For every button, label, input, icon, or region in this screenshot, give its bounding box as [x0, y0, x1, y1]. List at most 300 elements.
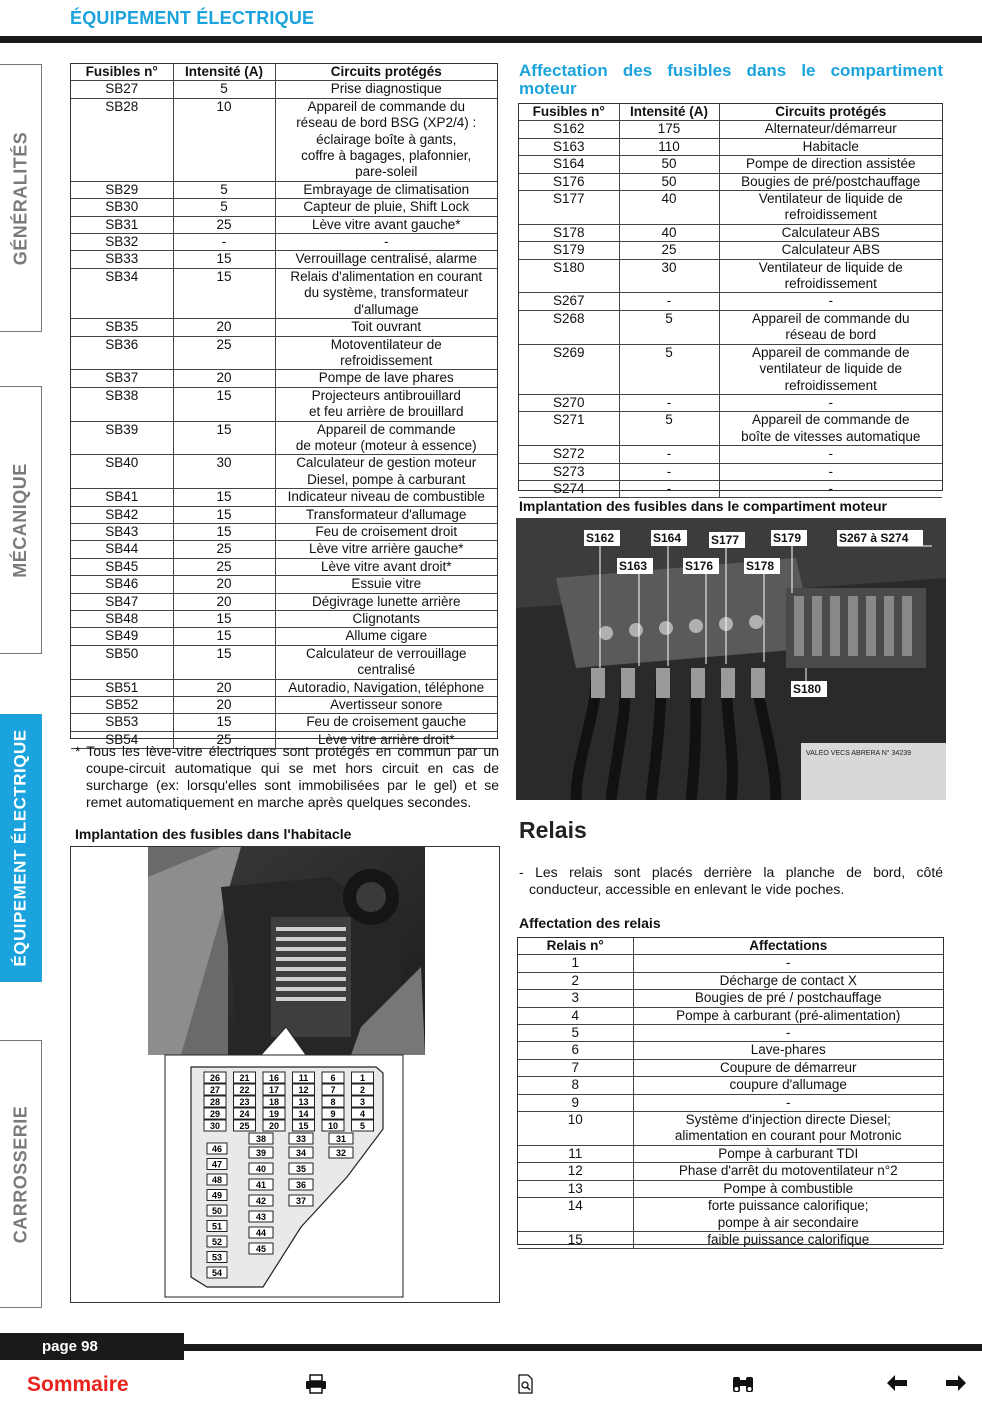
table-cell: 5	[619, 412, 719, 446]
table-row	[71, 576, 497, 593]
tab-equipement-electrique[interactable]: ÉQUIPEMENT ÉLECTRIQUE	[0, 714, 42, 982]
table-row	[518, 1145, 943, 1162]
relay-label: 32	[335, 1148, 347, 1158]
table-cell: SB54	[71, 731, 173, 748]
table-cell: Prise diagnostique	[275, 81, 497, 98]
table-row	[71, 251, 497, 268]
table-cell: Ventilateur de liquide de refroidissement	[719, 191, 942, 225]
table-cell: SB53	[71, 714, 173, 731]
table-row	[519, 446, 942, 463]
table-cell: Lève vitre arrière droit*	[275, 731, 497, 748]
relay-label: 41	[255, 1180, 267, 1190]
habitacle-fuse-table	[71, 64, 497, 749]
table-row	[518, 990, 943, 1007]
label-s164: S164	[653, 531, 682, 545]
table-cell: S273	[519, 463, 619, 480]
table-cell: 25	[173, 558, 275, 575]
table-row	[71, 455, 497, 489]
fuse-label: 13	[298, 1097, 309, 1107]
table-cell: SB28	[71, 98, 173, 181]
table-cell: 25	[173, 336, 275, 370]
fuse-label: 11	[298, 1073, 309, 1083]
table-row	[519, 191, 942, 225]
table-cell: -	[719, 394, 942, 411]
relay-label: 35	[295, 1164, 307, 1174]
table-cell: 14	[518, 1198, 633, 1232]
relay-label: 45	[255, 1244, 267, 1254]
table-row	[518, 972, 943, 989]
table-row	[519, 224, 942, 241]
table-cell: 20	[173, 593, 275, 610]
table-cell: Pompe de direction assistée	[719, 156, 942, 173]
col-header: Intensité (A)	[173, 64, 275, 81]
fuse-label: 25	[239, 1121, 250, 1131]
table-row	[71, 199, 497, 216]
table-row	[518, 1025, 943, 1042]
fuse-label: 27	[209, 1085, 221, 1095]
fuse-label: 5	[359, 1121, 366, 1131]
relay-label: 39	[255, 1148, 267, 1158]
table-cell: SB47	[71, 593, 173, 610]
fuse-label: 1	[359, 1073, 366, 1083]
fuse-label: 46	[211, 1144, 223, 1154]
table-cell: SB30	[71, 199, 173, 216]
table-row	[71, 319, 497, 336]
section-title: ÉQUIPEMENT ÉLECTRIQUE	[70, 8, 315, 28]
table-cell: SB27	[71, 81, 173, 98]
table-cell: 15	[173, 387, 275, 421]
table-cell: S178	[519, 224, 619, 241]
table-row	[71, 421, 497, 455]
table-cell: SB44	[71, 541, 173, 558]
table-cell: Appareil de commande de ventilateur de liquide de refroidissement	[719, 344, 942, 394]
relay-label: 36	[295, 1180, 307, 1190]
fuse-label: 53	[211, 1252, 223, 1263]
table-cell: SB39	[71, 421, 173, 455]
table-cell: -	[619, 463, 719, 480]
moteur-fuse-table	[519, 104, 942, 498]
table-row	[71, 234, 497, 251]
col-header: Circuits protégés	[275, 64, 497, 81]
table-cell: 15	[173, 714, 275, 731]
table-cell: SB40	[71, 455, 173, 489]
moteur-caption: Implantation des fusibles dans le compartiment moteur	[519, 498, 887, 514]
page-number: page 98	[0, 1333, 184, 1360]
col-header: Intensité (A)	[619, 104, 719, 121]
table-cell: Feu de croisement gauche	[275, 714, 497, 731]
table-cell: S272	[519, 446, 619, 463]
fuse-label: 26	[209, 1073, 221, 1083]
fuse-label: 50	[211, 1206, 223, 1216]
col-header: Relais n°	[518, 938, 633, 955]
table-cell: -	[719, 480, 942, 497]
table-cell: Lave-phares	[633, 1042, 943, 1059]
label-s178: S178	[746, 559, 775, 573]
table-cell: Coupure de démarreur	[633, 1059, 943, 1076]
table-cell: 40	[619, 191, 719, 225]
habitacle-caption: Implantation des fusibles dans l'habitacle	[75, 826, 352, 842]
table-cell: -	[633, 1025, 943, 1042]
table-cell: 110	[619, 138, 719, 155]
table-cell: Motoventilateur de refroidissement	[275, 336, 497, 370]
table-cell: Transformateur d'allumage	[275, 506, 497, 523]
table-cell: -	[173, 234, 275, 251]
table-cell: 20	[173, 697, 275, 714]
relay-label: 40	[255, 1164, 267, 1174]
fuse-label: 10	[327, 1121, 339, 1131]
table-cell: Essuie vitre	[275, 576, 497, 593]
table-cell: -	[719, 463, 942, 480]
table-cell: S163	[519, 138, 619, 155]
table-cell: -	[633, 1094, 943, 1111]
table-row	[519, 121, 942, 138]
table-cell: 25	[619, 242, 719, 259]
fuse-label: 30	[209, 1121, 221, 1131]
table-cell: Habitacle	[719, 138, 942, 155]
table-row	[71, 336, 497, 370]
table-cell: Pompe à combustible	[633, 1180, 943, 1197]
table-cell: 15	[518, 1231, 633, 1248]
table-row	[71, 98, 497, 181]
table-cell: -	[275, 234, 497, 251]
label-s163: S163	[619, 559, 648, 573]
fuse-label: 8	[330, 1097, 336, 1107]
table-cell: Appareil de commande de moteur (moteur à essence)	[275, 421, 497, 455]
label-s179: S179	[773, 531, 802, 545]
table-cell: Décharge de contact X	[633, 972, 943, 989]
table-row	[519, 293, 942, 310]
table-cell: 15	[173, 506, 275, 523]
table-cell: Lève vitre avant droit*	[275, 558, 497, 575]
fuse-label: 54	[211, 1268, 223, 1278]
table-cell: 7	[518, 1059, 633, 1076]
col-header: Fusibles n°	[519, 104, 619, 121]
label-s176: S176	[685, 559, 714, 573]
table-row	[71, 181, 497, 198]
fuse-label: 21	[239, 1073, 250, 1083]
table-cell: Calculateur de gestion moteur Diesel, pompe à carburant	[275, 455, 497, 489]
table-cell: 40	[619, 224, 719, 241]
table-cell: Lève vitre arrière gauche*	[275, 541, 497, 558]
table-row	[71, 645, 497, 679]
table-cell: 5	[619, 344, 719, 394]
table-cell: Capteur de pluie, Shift Lock	[275, 199, 497, 216]
table-cell: Feu de croisement droit	[275, 523, 497, 540]
fuse-label: 2	[359, 1085, 366, 1095]
table-cell: 30	[619, 259, 719, 293]
table-row	[71, 558, 497, 575]
table-row	[519, 394, 942, 411]
print-icon[interactable]	[305, 1374, 327, 1400]
table-row	[518, 1007, 943, 1024]
table-cell: Appareil de commande de boîte de vitesses automatique	[719, 412, 942, 446]
table-row	[71, 370, 497, 387]
table-cell: S267	[519, 293, 619, 310]
table-cell: 10	[518, 1112, 633, 1146]
fuse-label: 22	[239, 1085, 250, 1095]
table-cell: 30	[173, 455, 275, 489]
table-cell: 20	[173, 576, 275, 593]
table-cell: Bougies de pré / postchauffage	[633, 990, 943, 1007]
table-cell: S176	[519, 173, 619, 190]
fuse-label: 18	[268, 1097, 280, 1107]
table-cell: Calculateur de verrouillage centralisé	[275, 645, 497, 679]
fuse-label: 17	[268, 1085, 280, 1095]
table-cell: S274	[519, 480, 619, 497]
table-cell: S269	[519, 344, 619, 394]
table-cell: SB43	[71, 523, 173, 540]
habitacle-figure	[70, 846, 500, 1303]
table-cell: 12	[518, 1163, 633, 1180]
table-cell: SB51	[71, 679, 173, 696]
table-row	[519, 412, 942, 446]
table-cell: 20	[173, 370, 275, 387]
fuse-label: 49	[211, 1190, 223, 1201]
table-cell: S180	[519, 259, 619, 293]
table-cell: 15	[173, 523, 275, 540]
table-row	[519, 310, 942, 344]
fuse-label: 52	[211, 1237, 223, 1247]
table-cell: SB35	[71, 319, 173, 336]
table-cell: SB49	[71, 628, 173, 645]
habitacle-photo	[71, 847, 498, 1301]
fuse-label: 47	[211, 1159, 223, 1170]
col-header: Fusibles n°	[71, 64, 173, 81]
table-cell: Appareil de commande du réseau de bord BSG (XP2/4) : éclairage boîte à gants, coffre à bagages, plafonnier, pare-soleil	[275, 98, 497, 181]
table-cell: Phase d'arrêt du motoventilateur n°2	[633, 1163, 943, 1180]
label-s177: S177	[711, 533, 740, 547]
table-cell: 4	[518, 1007, 633, 1024]
fuse-label: 51	[211, 1221, 223, 1232]
table-row	[518, 1163, 943, 1180]
table-row	[518, 1112, 943, 1146]
table-cell: 11	[518, 1145, 633, 1162]
table-cell: Verrouillage centralisé, alarme	[275, 251, 497, 268]
table-cell: SB29	[71, 181, 173, 198]
fuse-label: 16	[268, 1073, 280, 1083]
table-cell: Clignotants	[275, 611, 497, 628]
fuse-label: 28	[209, 1097, 221, 1107]
tab-generalites[interactable]: GÉNÉRALITÉS	[0, 64, 42, 332]
table-cell: 15	[173, 251, 275, 268]
table-cell: 9	[518, 1094, 633, 1111]
table-row	[518, 1077, 943, 1094]
table-row	[71, 541, 497, 558]
table-cell: Autoradio, Navigation, téléphone	[275, 679, 497, 696]
table-cell: Pompe à carburant (pré-alimentation)	[633, 1007, 943, 1024]
table-cell: 15	[173, 489, 275, 506]
table-cell: SB31	[71, 216, 173, 233]
table-cell: 1	[518, 955, 633, 972]
label-s180: S180	[793, 682, 822, 696]
moteur-fuse-table-box	[518, 103, 943, 496]
relay-label: 34	[295, 1148, 307, 1158]
table-cell: -	[619, 293, 719, 310]
table-cell: 20	[173, 319, 275, 336]
relay-label: 31	[335, 1134, 347, 1144]
table-cell: Embrayage de climatisation	[275, 181, 497, 198]
table-cell: 8	[518, 1077, 633, 1094]
relay-label: 37	[295, 1196, 307, 1206]
table-cell: -	[719, 446, 942, 463]
fuse-label: 3	[359, 1097, 366, 1107]
tab-mecanique[interactable]: MÉCANIQUE	[0, 386, 42, 654]
fuse-label: 15	[298, 1121, 309, 1131]
table-row	[71, 387, 497, 421]
label-s162: S162	[586, 531, 615, 545]
table-cell: 5	[518, 1025, 633, 1042]
table-cell: Appareil de commande du réseau de bord	[719, 310, 942, 344]
table-cell: Système d'injection directe Diesel; alimentation en courant pour Motronic	[633, 1112, 943, 1146]
table-cell: 5	[173, 81, 275, 98]
table-cell: SB41	[71, 489, 173, 506]
table-row	[71, 523, 497, 540]
table-cell: Projecteurs antibrouillard et feu arrière de brouillard	[275, 387, 497, 421]
table-cell: Toit ouvrant	[275, 319, 497, 336]
table-cell: Allume cigare	[275, 628, 497, 645]
relais-intro: - Les relais sont placés derrière la planche de bord, côté conducteur, accessible en enlevant le vide poches.	[519, 864, 943, 897]
table-row	[71, 268, 497, 318]
table-row	[71, 714, 497, 731]
table-row	[519, 173, 942, 190]
fuse-label: 9	[330, 1109, 336, 1119]
fuse-label: 23	[239, 1097, 250, 1107]
table-cell: 2	[518, 972, 633, 989]
table-cell: -	[619, 446, 719, 463]
table-cell: 25	[173, 731, 275, 748]
moteur-title: Affectation des fusibles dans le compartiment moteur	[519, 61, 943, 98]
table-cell: Lève vitre avant gauche*	[275, 216, 497, 233]
table-cell: -	[619, 394, 719, 411]
relais-table	[518, 938, 943, 1249]
table-cell: S270	[519, 394, 619, 411]
relay-label: 38	[255, 1134, 267, 1144]
table-row	[71, 489, 497, 506]
table-cell: 5	[173, 199, 275, 216]
table-row	[518, 1180, 943, 1197]
table-cell: S177	[519, 191, 619, 225]
table-cell: 10	[173, 98, 275, 181]
fuse-label: 24	[239, 1109, 250, 1119]
table-cell: S164	[519, 156, 619, 173]
table-cell: Ventilateur de liquide de refroidissement	[719, 259, 942, 293]
fuse-label: 12	[298, 1085, 309, 1095]
table-cell: S162	[519, 121, 619, 138]
document-search-icon[interactable]	[517, 1374, 535, 1400]
photo-sticker: VALEO VECS ABRERA N° 34239	[806, 750, 911, 757]
arrow-right-icon[interactable]	[945, 1374, 967, 1398]
table-row	[519, 259, 942, 293]
fuse-label: 20	[268, 1121, 280, 1131]
table-row	[71, 628, 497, 645]
table-cell: S268	[519, 310, 619, 344]
table-cell: SB34	[71, 268, 173, 318]
table-cell: Relais d'alimentation en courant du système, transformateur d'allumage	[275, 268, 497, 318]
table-cell: -	[619, 480, 719, 497]
table-cell: 175	[619, 121, 719, 138]
relay-label: 43	[255, 1212, 267, 1222]
arrow-left-icon[interactable]	[886, 1374, 908, 1398]
table-cell: -	[633, 955, 943, 972]
table-row	[519, 156, 942, 173]
table-cell: SB50	[71, 645, 173, 679]
label-s267-s274: S267 à S274	[839, 531, 909, 545]
table-cell: 50	[619, 156, 719, 173]
table-row	[71, 216, 497, 233]
col-header: Circuits protégés	[719, 104, 942, 121]
table-cell: SB33	[71, 251, 173, 268]
table-row	[518, 1042, 943, 1059]
table-cell: 3	[518, 990, 633, 1007]
table-cell: SB37	[71, 370, 173, 387]
table-cell: SB32	[71, 234, 173, 251]
fuse-label: 4	[359, 1109, 366, 1119]
relay-label: 42	[255, 1196, 267, 1206]
fuse-label: 14	[298, 1109, 309, 1119]
table-cell: Indicateur niveau de combustible	[275, 489, 497, 506]
relais-table-box	[517, 937, 944, 1245]
table-cell: S271	[519, 412, 619, 446]
table-cell: SB48	[71, 611, 173, 628]
fuse-label: 7	[330, 1085, 336, 1095]
table-row	[518, 1059, 943, 1076]
table-cell: S179	[519, 242, 619, 259]
table-row	[519, 138, 942, 155]
table-row	[519, 242, 942, 259]
tab-carrosserie[interactable]: CARROSSERIE	[0, 1040, 42, 1308]
table-row	[71, 593, 497, 610]
fuse-label: 48	[211, 1175, 223, 1185]
table-cell: Pompe de lave phares	[275, 370, 497, 387]
col-header: Affectations	[633, 938, 943, 955]
relay-label: 33	[295, 1134, 307, 1144]
engine-photo	[516, 518, 946, 800]
table-row	[519, 344, 942, 394]
table-cell: Dégivrage lunette arrière	[275, 593, 497, 610]
table-cell: Pompe à carburant TDI	[633, 1145, 943, 1162]
binoculars-icon[interactable]	[731, 1374, 755, 1400]
table-cell: 15	[173, 421, 275, 455]
table-cell: SB45	[71, 558, 173, 575]
table-cell: 15	[173, 268, 275, 318]
table-row	[519, 480, 942, 497]
table-row	[518, 1231, 943, 1248]
table-row	[71, 506, 497, 523]
table-cell: 20	[173, 679, 275, 696]
table-row	[519, 463, 942, 480]
table-cell: SB42	[71, 506, 173, 523]
table-row	[518, 1094, 943, 1111]
header-bar	[0, 36, 982, 43]
sommaire-link[interactable]: Sommaire	[27, 1373, 129, 1396]
table-cell: Alternateur/démarreur	[719, 121, 942, 138]
footnote: * Tous les lève-vitre électriques sont protégés en commun par un coupe-circuit automatique qui se met hors circuit en cas de surcharge (ex: lorsqu'elles sont immobilisées par le gel) et se remet automatiquement en marche après quelques secondes.	[75, 743, 499, 810]
relais-title: Relais	[519, 817, 587, 843]
table-row	[71, 611, 497, 628]
habitacle-fuse-table-box	[70, 63, 498, 747]
table-cell: -	[719, 293, 942, 310]
table-cell: 6	[518, 1042, 633, 1059]
relais-caption: Affectation des relais	[519, 915, 661, 931]
fuse-label: 19	[268, 1109, 280, 1119]
table-cell: 15	[173, 628, 275, 645]
table-cell: SB38	[71, 387, 173, 421]
table-cell: Calculateur ABS	[719, 242, 942, 259]
table-cell: forte puissance calorifique; pompe à air secondaire	[633, 1198, 943, 1232]
table-cell: 5	[173, 181, 275, 198]
table-cell: 13	[518, 1180, 633, 1197]
table-cell: 15	[173, 611, 275, 628]
